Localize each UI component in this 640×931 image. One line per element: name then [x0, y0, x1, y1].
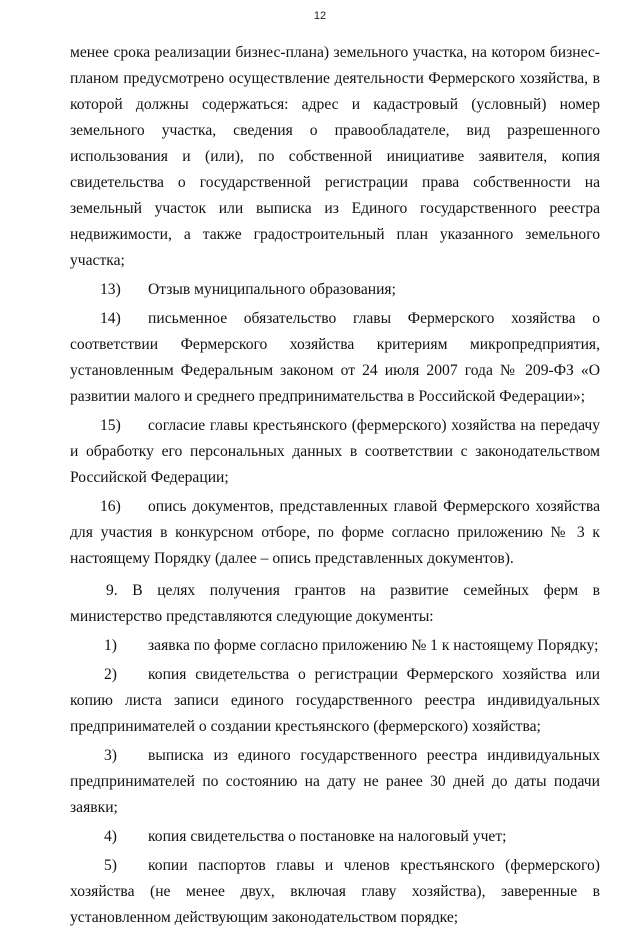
list-item-3: [70, 743, 600, 821]
continuation-paragraph: менее срока реализации бизнес-плана) земельного участка, на котором бизнес-планом предусмотрено осуществление деятельности Фермерского хозяйства, в которой должны содержаться: адрес и кадастровый (условный) номер земельного участка, сведения о правообладателе, вид разрешенного использования и (или), по собственной инициативе заявителя, копия свидетельства о государственной регистрации права собственности на земельный участок или выписка из Единого государственного реестра недвижимости, а также градостроительный план указанного земельного участка;: [70, 44, 600, 269]
list-item-number: 16): [100, 498, 121, 515]
list-item-4: [70, 824, 600, 850]
list-item-number: 15): [100, 417, 121, 434]
list-item-text: копии паспортов главы и членов крестьянского (фермерского) хозяйства (не менее двух, включая главу хозяйства), заверенные в установленном действующим законодательством порядке;: [70, 857, 600, 926]
list-item-text: Отзыв муниципального образования;: [148, 281, 396, 298]
list-item-14: [70, 306, 600, 410]
list-item-number: 4): [104, 828, 117, 845]
list-item-text: копия свидетельства о регистрации Фермерского хозяйства или копию листа записи единого государственного реестра индивидуальных предпринимателей о создании крестьянского (фермерского) хозяйства;: [70, 666, 600, 735]
list-item-text: опись документов, представленных главой Фермерского хозяйства для участия в конкурсном отборе, по форме согласно приложению № 3 к настоящему Порядку (далее – опись представленных документов).: [70, 498, 600, 567]
list-item-number: 3): [104, 747, 117, 764]
page-number: 12: [313, 10, 327, 22]
list-item-number: 14): [100, 310, 121, 327]
list-item-text: согласие главы крестьянского (фермерского) хозяйства на передачу и обработку его персональных данных в соответствии с законодательством Российской Федерации;: [70, 417, 600, 486]
list-item-number: 5): [104, 857, 117, 874]
list-item-number: 2): [104, 666, 117, 683]
list-item-2: [70, 662, 600, 740]
list-item-text: письменное обязательство главы Фермерского хозяйства о соответствии Фермерского хозяйства критериям микропредприятия, установленным Федеральным законом от 24 июля 2007 года № 209-ФЗ «О развитии малого и среднего предпринимательства в Российской Федерации»;: [70, 310, 600, 405]
list-item-16: [70, 494, 600, 572]
list-item-number: 1): [104, 637, 117, 654]
list-item-1: [70, 633, 600, 659]
list-item-text: заявка по форме согласно приложению № 1 к настоящему Порядку;: [148, 637, 599, 654]
list-item-15: [70, 413, 600, 491]
list-item-text: копия свидетельства о постановке на налоговый учет;: [148, 828, 507, 845]
document-body: [70, 40, 600, 931]
list-item-number: 13): [100, 281, 121, 298]
paragraph-9: 9. В целях получения грантов на развитие семейных ферм в министерство представляются следующие документы:: [70, 582, 600, 625]
list-item-13: [70, 277, 600, 303]
list-item-text: выписка из единого государственного реестра индивидуальных предпринимателей по состоянию на дату не ранее 30 дней до даты подачи заявки;: [70, 747, 600, 816]
list-item-5: [70, 853, 600, 931]
